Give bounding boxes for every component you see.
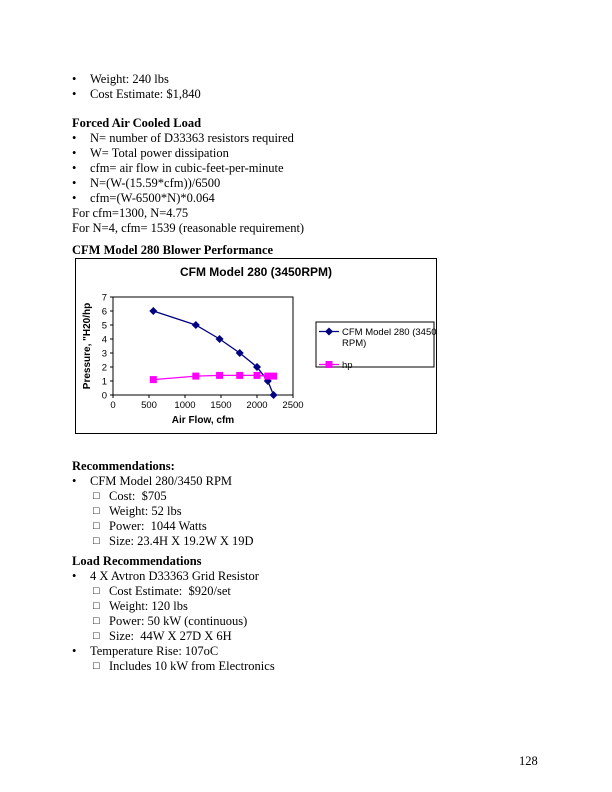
- y-tick-label: 3: [101, 348, 107, 360]
- bullet-n-definition-text: N= number of D33363 resistors required: [90, 131, 294, 145]
- blower-chart: [76, 259, 436, 433]
- square-marker: [326, 361, 333, 368]
- bullet-icon: •: [72, 161, 77, 175]
- heading-blower-performance-text: CFM Model 280 Blower Performance: [72, 243, 274, 257]
- bullet-icon: •: [72, 176, 77, 190]
- heading-forced-air-cooled-load: [72, 116, 542, 131]
- y-axis-title: Pressure, "H20/hp: [82, 302, 93, 390]
- bullet-icon: •: [72, 569, 77, 583]
- load-temp-note-text: Includes 10 kW from Electronics: [109, 659, 275, 673]
- legend-label: CFM Model 280 (3450: [342, 327, 436, 338]
- bullet-cfm-formula: [72, 191, 542, 206]
- bullet-cfm-formula-text: cfm=(W-6500*N)*0.064: [90, 191, 215, 205]
- page-content: [72, 72, 542, 674]
- rec-item-text: CFM Model 280/3450 RPM: [90, 474, 233, 488]
- y-tick-label: 1: [101, 376, 107, 388]
- load-item-temp-rise-text: Temperature Rise: 107oC: [90, 644, 219, 658]
- heading-recommendations: [72, 459, 542, 474]
- intro-bullet-weight: [72, 72, 542, 87]
- y-tick-label: 5: [101, 320, 107, 332]
- y-tick-label: 7: [101, 292, 107, 304]
- y-tick-label: 6: [101, 306, 107, 318]
- intro-bullet-cost: [72, 87, 542, 102]
- heading-load-recommendations: [72, 554, 542, 569]
- bullet-n-formula: [72, 176, 542, 191]
- note-n-4: [72, 221, 542, 236]
- intro-bullet-weight-text: Weight: 240 lbs: [90, 72, 169, 86]
- load-temp-note: [93, 659, 542, 674]
- bullet-icon: •: [72, 87, 77, 101]
- heading-recommendations-text: Recommendations:: [72, 459, 175, 473]
- heading-load-recommendations-text: Load Recommendations: [72, 554, 202, 568]
- x-tick-label: 1500: [210, 400, 232, 411]
- note-cfm-1300-text: For cfm=1300, N=4.75: [72, 206, 189, 220]
- rec-power: [93, 519, 542, 534]
- rec-item: [72, 474, 542, 489]
- bullet-icon: •: [72, 146, 77, 160]
- load-weight-text: Weight: 120 lbs: [109, 599, 188, 613]
- rec-size: [93, 534, 542, 549]
- x-tick-label: 1000: [174, 400, 196, 411]
- load-item-temp-rise: [72, 644, 542, 659]
- square-bullet-icon: □: [93, 600, 100, 612]
- heading-blower-performance: [72, 243, 542, 258]
- rec-size-text: Size: 23.4H X 19.2W X 19D: [109, 534, 254, 548]
- note-n-4-text: For N=4, cfm= 1539 (reasonable requirement): [72, 221, 305, 235]
- bullet-w-definition: [72, 146, 542, 161]
- square-marker: [254, 372, 261, 379]
- square-marker: [216, 372, 223, 379]
- square-bullet-icon: □: [93, 660, 100, 672]
- load-cost-text: Cost Estimate: $920/set: [109, 584, 231, 598]
- load-weight: [93, 599, 542, 614]
- bullet-cfm-definition: [72, 161, 542, 176]
- y-tick-label: 2: [101, 362, 107, 374]
- square-bullet-icon: □: [93, 615, 100, 627]
- page-number: 128: [519, 754, 538, 768]
- square-marker: [150, 376, 157, 383]
- blower-performance-figure: [75, 258, 437, 434]
- square-bullet-icon: □: [93, 585, 100, 597]
- load-size-text: Size: 44W X 27D X 6H: [109, 629, 232, 643]
- square-bullet-icon: □: [93, 535, 100, 547]
- bullet-cfm-definition-text: cfm= air flow in cubic-feet-per-minute: [90, 161, 284, 175]
- bullet-icon: •: [72, 131, 77, 145]
- rec-power-text: Power: 1044 Watts: [109, 519, 207, 533]
- x-axis-title: Air Flow, cfm: [171, 415, 235, 426]
- bullet-icon: •: [72, 474, 77, 488]
- heading-forced-air-text: Forced Air Cooled Load: [72, 116, 202, 130]
- bullet-icon: •: [72, 191, 77, 205]
- bullet-w-definition-text: W= Total power dissipation: [90, 146, 229, 160]
- bullet-n-definition: [72, 131, 542, 146]
- rec-weight-text: Weight: 52 lbs: [109, 504, 182, 518]
- load-power-text: Power: 50 kW (continuous): [109, 614, 248, 628]
- y-tick-label: 4: [101, 334, 107, 346]
- load-item-resistor-text: 4 X Avtron D33363 Grid Resistor: [90, 569, 259, 583]
- legend-label: RPM): [342, 338, 367, 349]
- note-cfm-1300: [72, 206, 542, 221]
- load-cost: [93, 584, 542, 599]
- chart-title: CFM Model 280 (3450RPM): [179, 265, 333, 279]
- square-bullet-icon: □: [93, 630, 100, 642]
- rec-weight: [93, 504, 542, 519]
- square-marker: [236, 372, 243, 379]
- x-tick-label: 2500: [282, 400, 304, 411]
- intro-bullet-cost-text: Cost Estimate: $1,840: [90, 87, 201, 101]
- y-tick-label: 0: [101, 390, 107, 402]
- rec-cost-text: Cost: $705: [109, 489, 167, 503]
- legend-label: hp: [342, 360, 353, 371]
- square-marker: [192, 373, 199, 380]
- square-bullet-icon: □: [93, 520, 100, 532]
- load-power: [93, 614, 542, 629]
- square-marker: [270, 373, 277, 380]
- square-bullet-icon: □: [93, 490, 100, 502]
- x-tick-label: 2000: [246, 400, 268, 411]
- bullet-icon: •: [72, 644, 77, 658]
- bullet-n-formula-text: N=(W-(15.59*cfm))/6500: [90, 176, 221, 190]
- square-bullet-icon: □: [93, 505, 100, 517]
- x-tick-label: 500: [141, 400, 157, 411]
- bullet-icon: •: [72, 72, 77, 86]
- load-size: [93, 629, 542, 644]
- rec-cost: [93, 489, 542, 504]
- load-item-resistor: [72, 569, 542, 584]
- x-tick-label: 0: [110, 400, 116, 411]
